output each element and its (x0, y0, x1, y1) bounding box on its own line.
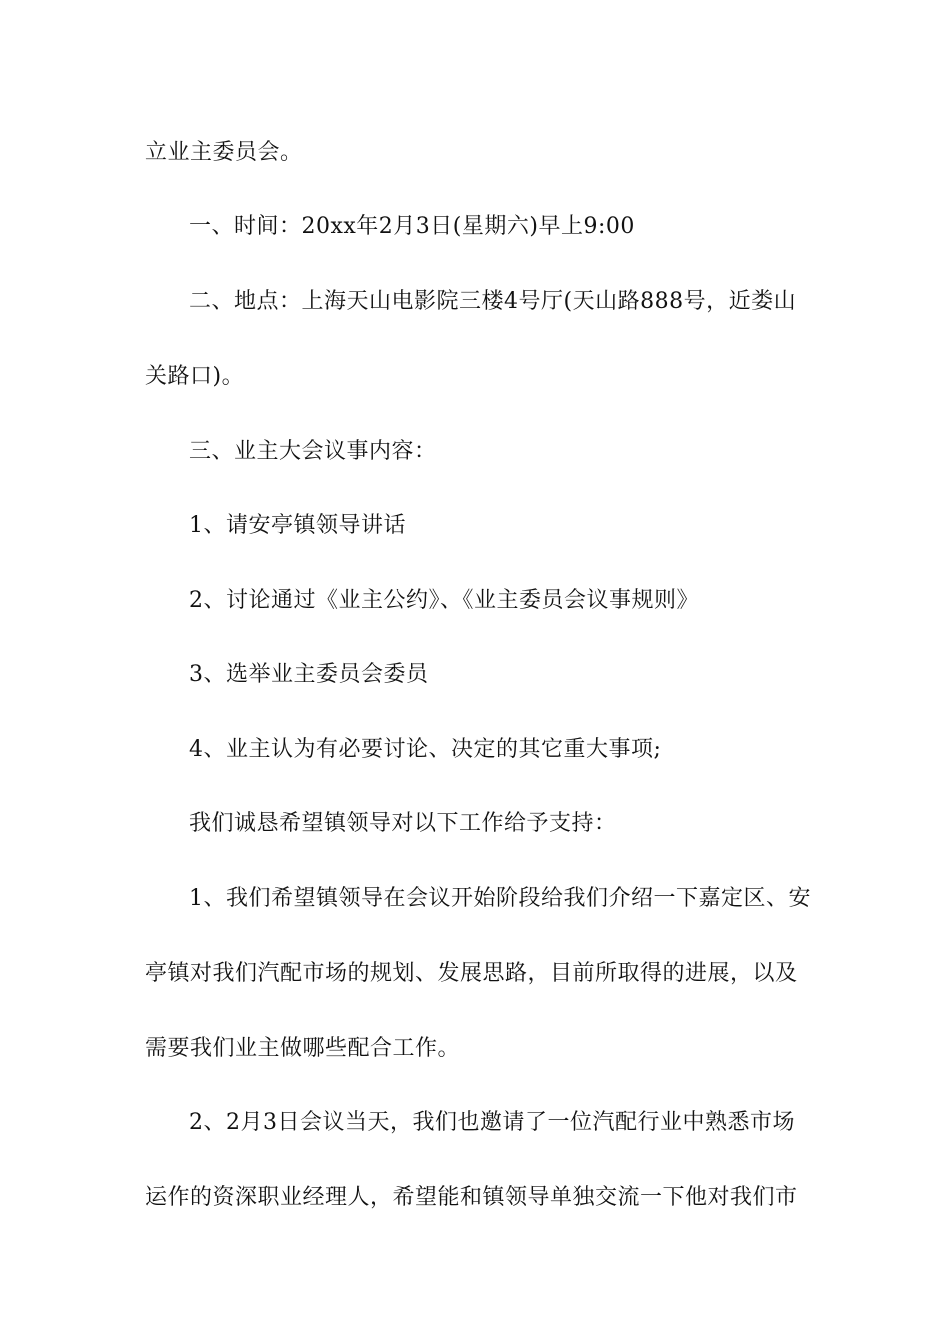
paragraph-line: 一、时间：20xx年2月3日(星期六)早上9:00 (189, 214, 635, 239)
paragraph-line: 亭镇对我们汽配市场的规划、发展思路，目前所取得的进展，以及 (145, 961, 798, 986)
paragraph-line: 立业主委员会。 (145, 140, 303, 165)
paragraph-line: 需要我们业主做哪些配合工作。 (145, 1036, 461, 1061)
paragraph-line: 二、地点：上海天山电影院三楼4号厅(天山路888号，近娄山 (189, 289, 797, 314)
paragraph-line: 关路口)。 (145, 364, 245, 389)
paragraph-line: 三、业主大会议事内容： (189, 439, 437, 464)
paragraph-line: 运作的资深职业经理人，希望能和镇领导单独交流一下他对我们市 (145, 1185, 798, 1210)
paragraph-line: 3、选举业主委员会委员 (189, 662, 429, 687)
paragraph-line: 1、我们希望镇领导在会议开始阶段给我们介绍一下嘉定区、安 (189, 886, 811, 911)
paragraph-line: 2、2月3日会议当天，我们也邀请了一位汽配行业中熟悉市场 (189, 1110, 795, 1135)
paragraph-line: 2、讨论通过《业主公约》、《业主委员会议事规则》 (189, 588, 699, 613)
paragraph-line: 4、业主认为有必要讨论、决定的其它重大事项; (189, 737, 662, 762)
paragraph-line: 我们诚恳希望镇领导对以下工作给予支持： (189, 811, 617, 836)
paragraph-line: 1、请安亭镇领导讲话 (189, 513, 406, 538)
